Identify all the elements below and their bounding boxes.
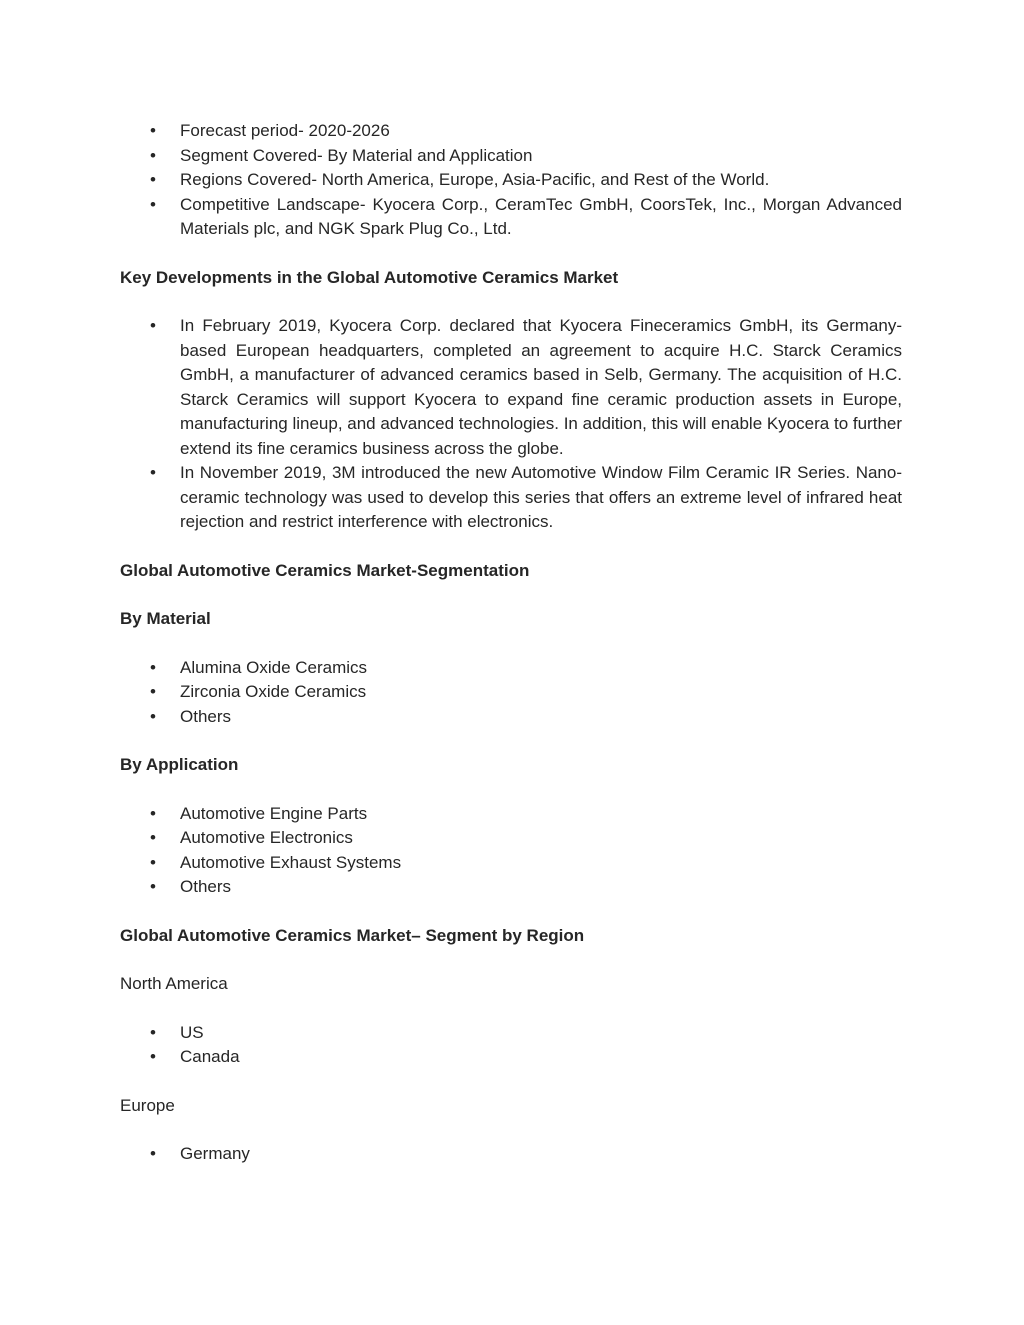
list-item: • Zirconia Oxide Ceramics — [120, 680, 902, 705]
list-item: • In November 2019, 3M introduced the new Automotive Window Film Ceramic IR Series. Nano-ceramic technology was used to develop this series that offers an extreme level of infrared heat rejection and restrict interference with electronics. — [120, 461, 902, 535]
list-item: • Forecast period- 2020-2026 — [120, 119, 902, 144]
list-item: • Germany — [120, 1142, 902, 1167]
segmentation-heading: Global Automotive Ceramics Market-Segmentation — [120, 560, 530, 580]
region-label-europe: Europe — [120, 1095, 175, 1115]
list-item: • Regions Covered- North America, Europe, Asia-Pacific, and Rest of the World. — [120, 168, 902, 193]
list-item: • Others — [120, 875, 902, 900]
by-material-list — [120, 656, 902, 730]
key-developments-heading: Key Developments in the Global Automotive Ceramics Market — [120, 267, 619, 287]
list-item: • Segment Covered- By Material and Application — [120, 144, 902, 169]
europe-list — [120, 1142, 902, 1167]
region-heading: Global Automotive Ceramics Market– Segment by Region — [120, 925, 585, 945]
document-content — [120, 119, 902, 1167]
list-item: • US — [120, 1021, 902, 1046]
region-label-north-america: North America — [120, 974, 228, 993]
list-item: • Competitive Landscape- Kyocera Corp., CeramTec GmbH, CoorsTek, Inc., Morgan Advanced Materials plc, and NGK Spark Plug Co., Ltd. — [120, 193, 902, 242]
list-item: • Automotive Electronics — [120, 826, 902, 851]
by-application-heading: By Application — [120, 755, 239, 774]
list-item: • Canada — [120, 1045, 902, 1070]
list-item: • Automotive Exhaust Systems — [120, 851, 902, 876]
list-item: • Automotive Engine Parts — [120, 802, 902, 827]
summary-list — [120, 119, 902, 242]
list-item: • Others — [120, 705, 902, 730]
list-item: • Alumina Oxide Ceramics — [120, 656, 902, 681]
list-item: • In February 2019, Kyocera Corp. declared that Kyocera Fineceramics GmbH, its Germany-based European headquarters, completed an agreement to acquire H.C. Starck Ceramics GmbH, a manufacturer of advanced ceramics based in Selb, Germany. The acquisition of H.C. Starck Ceramics will support Kyocera to expand fine ceramic production assets in Europe, manufacturing lineup, and advanced technologies. In addition, this will enable Kyocera to further extend its fine ceramics business across the globe. — [120, 314, 902, 461]
key-developments-list — [120, 314, 902, 535]
north-america-list — [120, 1021, 902, 1070]
by-material-heading: By Material — [120, 609, 211, 628]
by-application-list — [120, 802, 902, 900]
